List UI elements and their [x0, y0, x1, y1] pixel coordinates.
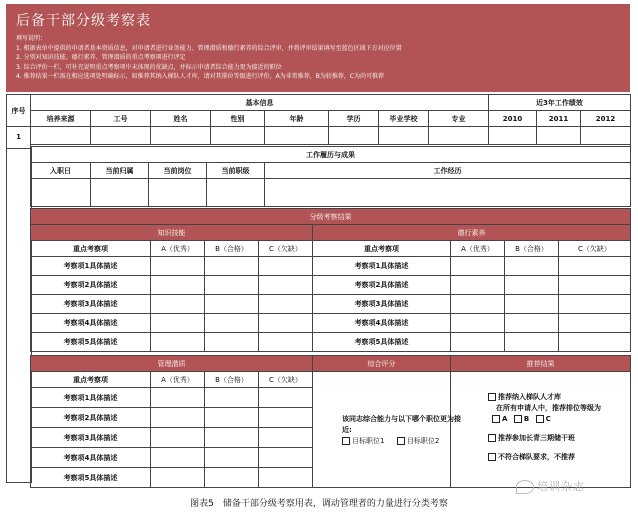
grade-b-header: B（合格） — [505, 241, 559, 257]
grade-cell[interactable] — [559, 295, 631, 314]
evaluation-table — [30, 208, 631, 352]
grade-cell[interactable] — [205, 388, 259, 408]
checkbox-icon[interactable] — [492, 415, 500, 423]
rank-b: B — [523, 415, 530, 423]
overall-header: 综合评分 — [313, 356, 451, 372]
work-history-table — [30, 146, 631, 207]
col-current-unit: 当前归属 — [91, 163, 149, 179]
checkbox-icon[interactable] — [488, 393, 496, 401]
grade-cell[interactable] — [451, 257, 505, 276]
checkbox-icon[interactable] — [488, 453, 496, 461]
grade-cell[interactable] — [259, 257, 313, 276]
col-current-rank: 当前职级 — [207, 163, 265, 179]
overall-options — [342, 436, 470, 447]
col-experience: 工作经历 — [265, 163, 631, 179]
grade-cell[interactable] — [259, 333, 313, 352]
grade-cell[interactable] — [151, 276, 205, 295]
cell-empty — [329, 127, 379, 145]
rank-c: C — [545, 415, 551, 423]
watermark — [516, 478, 585, 494]
grade-cell[interactable] — [505, 295, 559, 314]
recommend-option-2-row — [488, 433, 628, 444]
col-join-date: 入职日 — [31, 163, 91, 179]
grade-b-header: B（合格） — [205, 372, 259, 388]
item-3: 考察项3具体描述 — [31, 295, 151, 314]
basic-info-header: 基本信息 — [31, 95, 489, 111]
cell-empty — [537, 127, 581, 145]
recommend-option-2: 推荐参加长青三期储干班 — [498, 434, 575, 442]
cell-empty — [207, 179, 265, 207]
col-name: 姓名 — [151, 111, 211, 127]
item-5: 考察项5具体描述 — [31, 468, 151, 488]
item-4: 考察项4具体描述 — [31, 314, 151, 333]
cell-empty — [489, 127, 537, 145]
grade-cell[interactable] — [559, 276, 631, 295]
grade-a-header: A（优秀） — [451, 241, 505, 257]
grade-cell[interactable] — [559, 257, 631, 276]
grade-cell[interactable] — [451, 276, 505, 295]
col-year-2011: 2011 — [537, 111, 581, 127]
grade-cell[interactable] — [259, 388, 313, 408]
performance-header: 近3年工作绩效 — [489, 95, 631, 111]
cell-empty — [31, 179, 91, 207]
item-4: 考察项4具体描述 — [31, 448, 151, 468]
cell-empty — [31, 127, 91, 145]
spacer — [488, 444, 628, 452]
recommend-option-3-row — [488, 452, 628, 463]
grade-cell[interactable] — [559, 314, 631, 333]
recommend-header: 推荐结果 — [451, 356, 631, 372]
cell-empty — [379, 127, 429, 145]
grade-cell[interactable] — [151, 448, 205, 468]
overall-option-1: 目标职位1 — [352, 437, 385, 445]
overall-option-2: 目标职位2 — [406, 437, 440, 445]
item-col-header: 重点考察项 — [31, 241, 151, 257]
grade-cell[interactable] — [205, 257, 259, 276]
grade-c-header: C（欠缺） — [259, 241, 313, 257]
item-5: 考察项5具体描述 — [313, 333, 451, 352]
col-year-2012: 2012 — [581, 111, 631, 127]
basic-info-table — [6, 94, 631, 149]
grade-cell[interactable] — [151, 408, 205, 428]
form-header — [6, 4, 630, 92]
grade-cell[interactable] — [259, 428, 313, 448]
cell-empty — [581, 127, 631, 145]
item-5: 考察项5具体描述 — [31, 333, 151, 352]
grade-cell[interactable] — [205, 428, 259, 448]
work-history-header: 工作履历与成果 — [31, 147, 631, 163]
item-2: 考察项2具体描述 — [31, 276, 151, 295]
grade-cell[interactable] — [151, 388, 205, 408]
grade-cell[interactable] — [151, 295, 205, 314]
item-1: 考察项1具体描述 — [313, 257, 451, 276]
grade-cell[interactable] — [505, 276, 559, 295]
col-age: 年龄 — [265, 111, 329, 127]
grade-a-header: A（优秀） — [151, 241, 205, 257]
grade-cell[interactable] — [205, 314, 259, 333]
checkbox-icon[interactable] — [342, 437, 350, 445]
col-year-2010: 2010 — [489, 111, 537, 127]
grade-c-header: C（欠缺） — [259, 372, 313, 388]
col-source: 培养来源 — [31, 111, 91, 127]
evaluation-header: 分级考察结果 — [31, 209, 631, 225]
grade-cell[interactable] — [259, 314, 313, 333]
item-col-header: 重点考察项 — [31, 372, 151, 388]
wechat-icon — [516, 480, 534, 494]
watermark-text: 培训杂志 — [537, 480, 585, 493]
seq-value: 1 — [7, 127, 31, 149]
item-3: 考察项3具体描述 — [313, 295, 451, 314]
form-title: 后备干部分级考察表 — [16, 13, 151, 29]
grade-cell[interactable] — [505, 314, 559, 333]
moral-header: 德行素养 — [313, 225, 631, 241]
grade-cell[interactable] — [505, 257, 559, 276]
grade-cell[interactable] — [151, 428, 205, 448]
instructions — [16, 34, 402, 82]
item-col-header: 重点考察项 — [313, 241, 451, 257]
checkbox-icon[interactable] — [488, 434, 496, 442]
cell-empty — [91, 179, 149, 207]
grade-cell[interactable] — [259, 276, 313, 295]
instruction-line: 4. 推荐结果一栏需在相应选项处明确标示，如推荐其纳入梯队人才库，请对其排位等级进行评价，A为非常推荐，B为较推荐，C为尚可推荐 — [16, 73, 385, 81]
col-employee-id: 工号 — [91, 111, 151, 127]
col-current-post: 当前岗位 — [149, 163, 207, 179]
grade-cell[interactable] — [451, 295, 505, 314]
grade-a-header: A（优秀） — [151, 372, 205, 388]
cell-empty — [151, 127, 211, 145]
grade-cell[interactable] — [205, 295, 259, 314]
cell-empty — [265, 179, 631, 207]
grade-cell[interactable] — [151, 333, 205, 352]
item-1: 考察项1具体描述 — [31, 257, 151, 276]
col-school: 毕业学校 — [379, 111, 429, 127]
cell-empty — [265, 127, 329, 145]
grade-cell[interactable] — [205, 468, 259, 488]
instruction-line: 2. 分别对知识技能、德行素养、管理潜质的重点考察项进行评定 — [16, 54, 186, 62]
grade-cell[interactable] — [151, 314, 205, 333]
item-2: 考察项2具体描述 — [31, 408, 151, 428]
recommend-block — [488, 392, 628, 463]
seq-header: 序号 — [7, 95, 31, 127]
grade-b-header: B（合格） — [205, 241, 259, 257]
item-2: 考察项2具体描述 — [313, 276, 451, 295]
grade-cell[interactable] — [205, 276, 259, 295]
grade-cell[interactable] — [205, 448, 259, 468]
recommend-rank-text: 在所有申请人中，推荐排位等级为 — [496, 404, 601, 412]
figure-caption: 图表5 储备干部分级考察用表，调动管理者的力量进行分类考察 — [190, 499, 448, 509]
grade-cell[interactable] — [559, 333, 631, 352]
cell-empty — [211, 127, 265, 145]
grade-cell[interactable] — [151, 257, 205, 276]
col-gender: 性别 — [211, 111, 265, 127]
col-major: 专业 — [429, 111, 489, 127]
checkbox-icon[interactable] — [397, 437, 405, 445]
overall-question: 该同志综合能力与以下哪个职位更为接近: — [342, 415, 461, 434]
recommend-option-1-row — [488, 392, 628, 403]
item-3: 考察项3具体描述 — [31, 428, 151, 448]
overall-question-block — [342, 414, 470, 447]
grade-cell[interactable] — [151, 468, 205, 488]
grade-cell[interactable] — [205, 333, 259, 352]
cell-empty — [429, 127, 489, 145]
instruction-line: 3. 综合评价一栏，可补充说明重点考察项中未体现的优缺点，并标示申请者综合能力更为接近的职位 — [16, 63, 282, 71]
knowledge-header: 知识技能 — [31, 225, 313, 241]
grade-cell[interactable] — [259, 448, 313, 468]
seq-column — [6, 146, 32, 483]
item-1: 考察项1具体描述 — [31, 388, 151, 408]
instruction-line: 填写说明： — [16, 35, 47, 42]
recommend-option-3: 不符合梯队要求，不推荐 — [498, 453, 575, 461]
grade-cell[interactable] — [259, 295, 313, 314]
col-education: 学历 — [329, 111, 379, 127]
grade-cell[interactable] — [451, 333, 505, 352]
recommend-option-1: 推荐纳入梯队人才库 — [498, 393, 561, 401]
grade-cell[interactable] — [451, 314, 505, 333]
grade-cell[interactable] — [259, 408, 313, 428]
rank-a: A — [502, 415, 508, 423]
item-4: 考察项4具体描述 — [313, 314, 451, 333]
recommend-ranks — [488, 414, 628, 425]
grade-c-header: C（欠缺） — [559, 241, 631, 257]
management-header: 管理潜质 — [31, 356, 313, 372]
cell-empty — [91, 127, 151, 145]
checkbox-icon[interactable] — [536, 415, 544, 423]
instruction-line: 1. 根据表单中提供的申请者基本资质信息，对申请者进行业务能力、管理潜质和德行素养的综合评审，并将评审结果填写至蓝色区域下方对应位置 — [16, 44, 402, 52]
grade-cell[interactable] — [205, 408, 259, 428]
grade-cell[interactable] — [505, 333, 559, 352]
checkbox-icon[interactable] — [514, 415, 522, 423]
spacer — [488, 425, 628, 433]
grade-cell[interactable] — [259, 468, 313, 488]
cell-empty — [149, 179, 207, 207]
